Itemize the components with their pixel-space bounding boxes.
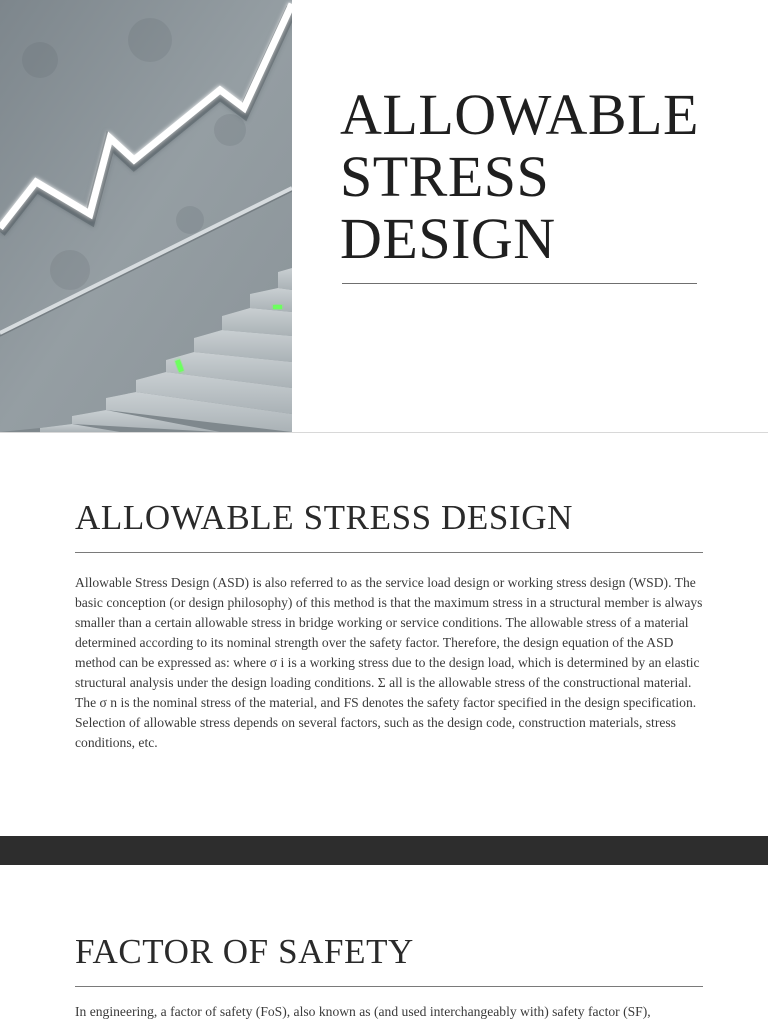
section-title-fos: FACTOR OF SAFETY	[75, 932, 414, 971]
cover-title-line: DESIGN	[340, 206, 556, 271]
cover-title	[340, 84, 740, 270]
cover-title-line: STRESS	[340, 144, 550, 209]
cover-slide	[0, 0, 768, 432]
cover-title-underline	[342, 283, 697, 284]
section-underline	[75, 986, 703, 987]
slide-separator	[0, 432, 768, 433]
cover-title-line: ALLOWABLE	[340, 82, 699, 147]
section-body-asd: Allowable Stress Design (ASD) is also referred to as the service load design or working stress design (WSD). The basic conception (or design philosophy) of this method is that the maximum stress in a structural member is always smaller than a certain allowable stress in bridge working or service conditions. The allowable stress of a material determined according to its nominal strength over the safety factor. Therefore, the design equation of the ASD method can be expressed as: where σ i is a working stress due to the design load, which is determined by an elastic structural analysis under the design loading conditions. Σ all is the allowable stress of the constructional material. The σ n is the nominal stress of the material, and FS denotes the safety factor specified in the design specification. Selection of allowable stress depends on several factors, such as the design code, construction materials, stress conditions, etc.	[75, 575, 703, 750]
section-underline	[75, 552, 703, 553]
cover-photo	[0, 0, 292, 432]
slide-separator-band	[0, 836, 768, 865]
section-title-asd: ALLOWABLE STRESS DESIGN	[75, 498, 573, 537]
section-body-fos: In engineering, a factor of safety (FoS), also known as (and used interchangeably with) safety factor (SF),	[75, 1004, 651, 1019]
